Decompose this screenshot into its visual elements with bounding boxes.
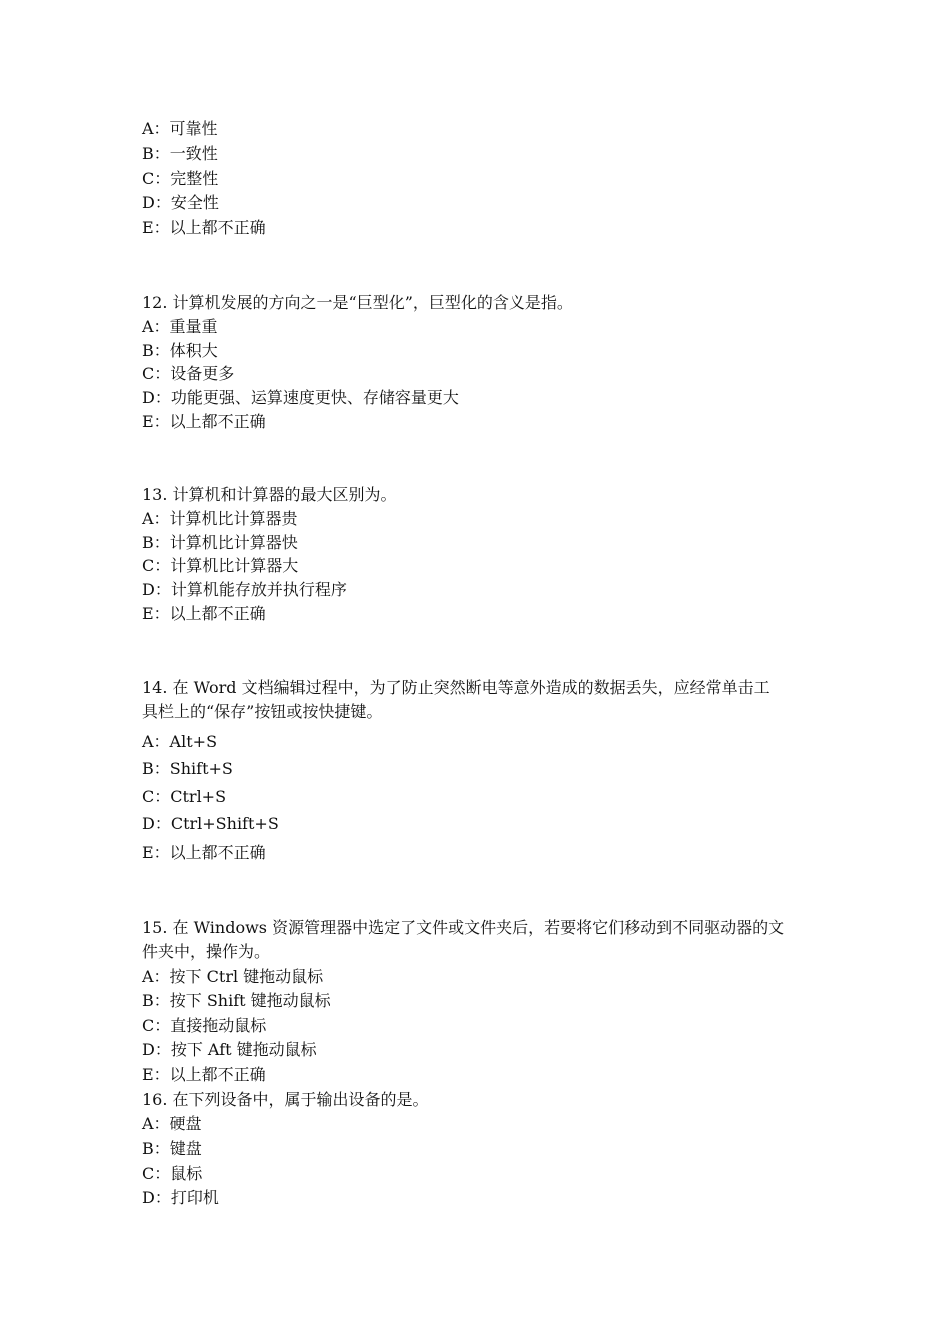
q14-option-b: B：Shift+S — [142, 759, 233, 778]
q12-option-d: D：功能更强、运算速度更快、存储容量更大 — [142, 388, 459, 407]
q14-option-e: E：以上都不正确 — [142, 843, 266, 862]
q15-question-line-2: 件夹中，操作为。 — [142, 942, 271, 961]
q14-question-line-1: 14. 在 Word 文档编辑过程中，为了防止突然断电等意外造成的数据丢失，应经常单击工 — [142, 678, 770, 697]
q13-question: 13. 计算机和计算器的最大区别为。 — [142, 485, 397, 504]
q15-question-line-1: 15. 在 Windows 资源管理器中选定了文件或文件夹后，若要将它们移动到不同驱动器的文 — [142, 918, 785, 937]
q16-option-d: D：打印机 — [142, 1188, 219, 1207]
q15-option-b: B：按下 Shift 键拖动鼠标 — [142, 991, 331, 1010]
q12-option-c: C：设备更多 — [142, 364, 235, 383]
q16-question: 16. 在下列设备中，属于输出设备的是。 — [142, 1090, 429, 1109]
q11-option-d: D：安全性 — [142, 193, 219, 212]
q15-option-c: C：直接拖动鼠标 — [142, 1016, 267, 1035]
q15-option-d: D：按下 Aft 键拖动鼠标 — [142, 1040, 317, 1059]
q11-option-a: A：可靠性 — [142, 119, 218, 138]
q16-option-c: C：鼠标 — [142, 1164, 203, 1183]
q16-option-b: B：键盘 — [142, 1139, 202, 1158]
q13-option-b: B：计算机比计算器快 — [142, 533, 298, 552]
q12-option-e: E：以上都不正确 — [142, 412, 266, 431]
q12-question: 12. 计算机发展的方向之一是“巨型化”，巨型化的含义是指。 — [142, 293, 573, 312]
q12-option-b: B：体积大 — [142, 341, 218, 360]
q14-option-c: C：Ctrl+S — [142, 787, 227, 806]
q13-option-a: A：计算机比计算器贵 — [142, 509, 298, 528]
q13-option-e: E：以上都不正确 — [142, 604, 266, 623]
q14-option-a: A：Alt+S — [142, 732, 218, 751]
q13-option-d: D：计算机能存放并执行程序 — [142, 580, 347, 599]
q14-option-d: D：Ctrl+Shift+S — [142, 814, 279, 833]
q15-option-a: A：按下 Ctrl 键拖动鼠标 — [142, 967, 324, 986]
q15-option-e: E：以上都不正确 — [142, 1065, 266, 1084]
q12-option-a: A：重量重 — [142, 317, 218, 336]
q14-question-line-2: 具栏上的“保存”按钮或按快捷键。 — [142, 702, 383, 721]
q11-option-c: C：完整性 — [142, 169, 219, 188]
q11-option-b: B：一致性 — [142, 144, 218, 163]
q11-option-e: E：以上都不正确 — [142, 218, 266, 237]
q16-option-a: A：硬盘 — [142, 1114, 202, 1133]
q13-option-c: C：计算机比计算器大 — [142, 556, 299, 575]
